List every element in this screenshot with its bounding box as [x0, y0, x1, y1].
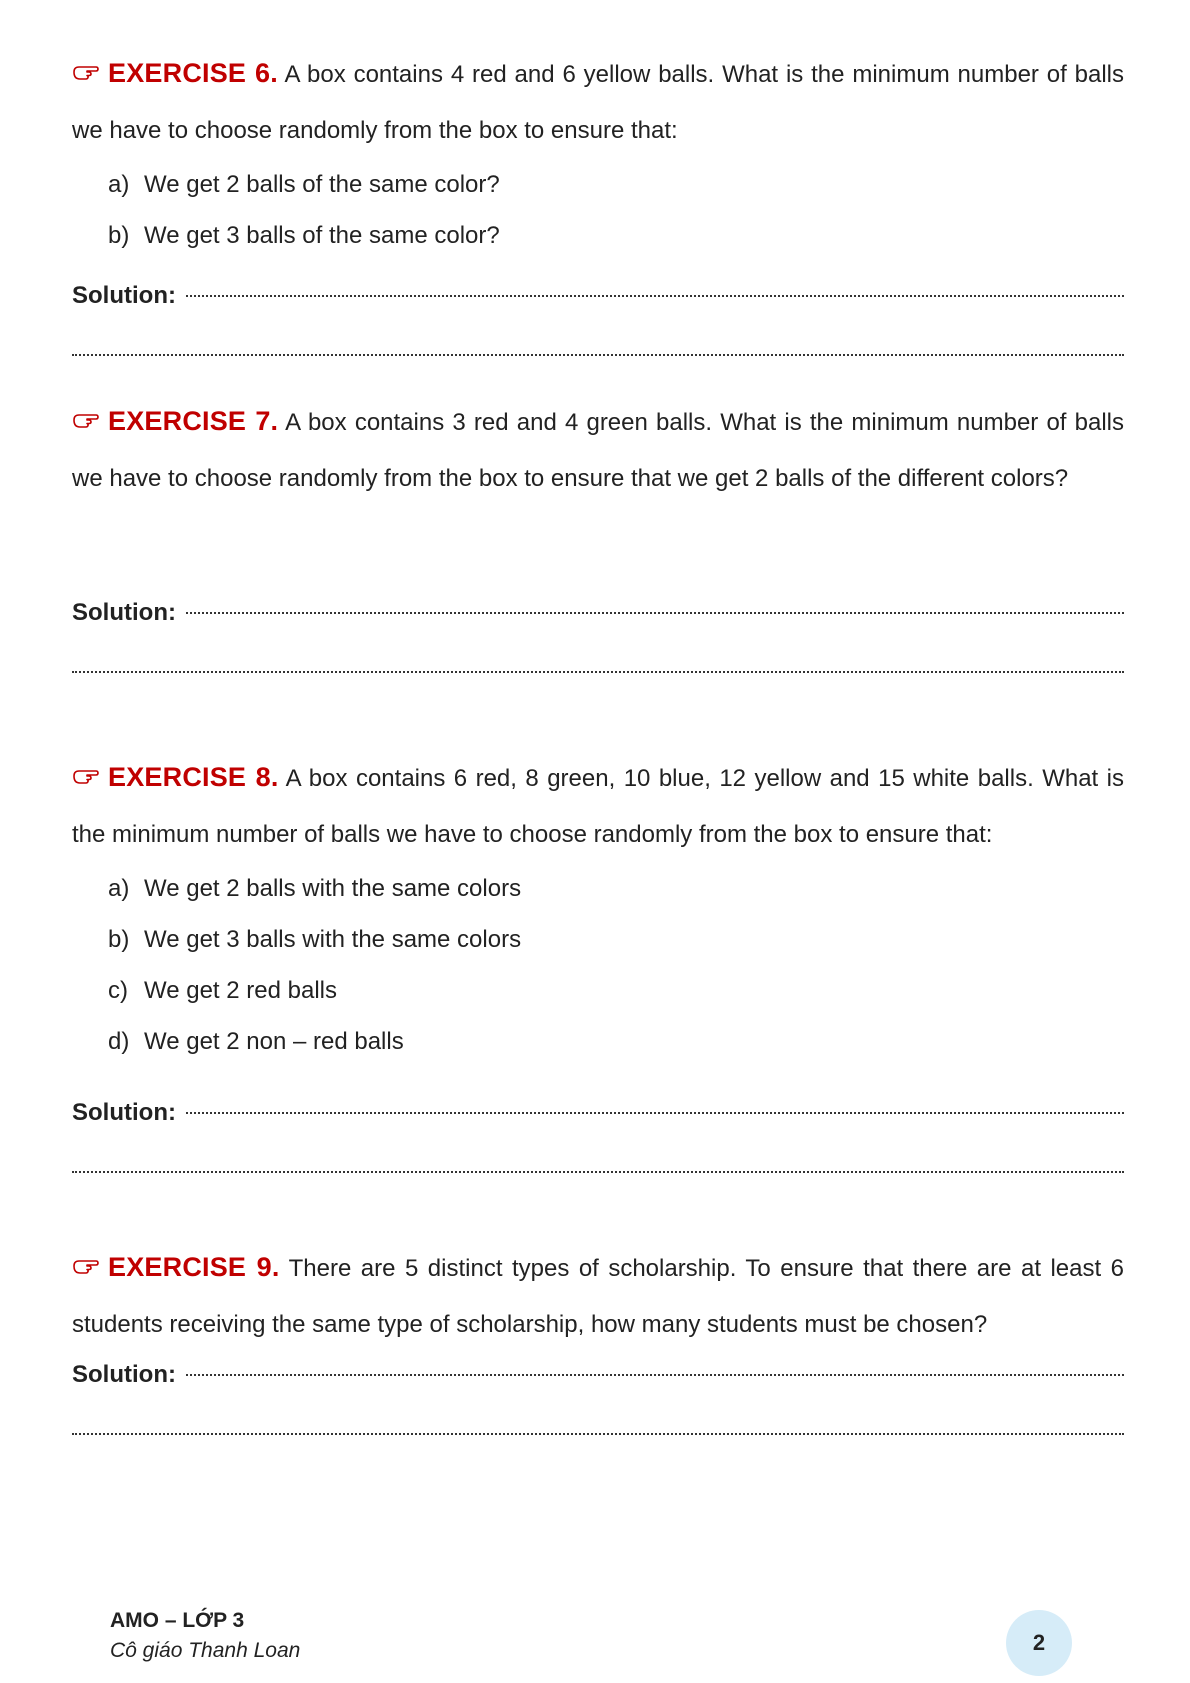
page-footer [110, 1606, 300, 1666]
solution-label: Solution: [72, 1361, 176, 1388]
exercise-8-prompt [72, 749, 1124, 863]
exercise-9-text: There are 5 distinct types of scholarship. To ensure that there are at least 6 students receiving the same type of scholarship, how many students must be chosen? [72, 1255, 1124, 1338]
list-item [72, 965, 1124, 1016]
exercise-6-prompt [72, 45, 1124, 159]
item-mark: a) [108, 171, 130, 198]
item-text: We get 2 balls of the same color? [144, 171, 500, 198]
exercise-6-solution [72, 268, 1124, 380]
answer-dotted-line[interactable] [72, 641, 1124, 697]
item-text: We get 3 balls of the same color? [144, 222, 500, 249]
list-item [72, 159, 1124, 210]
exercise-8-text: A box contains 6 red, 8 green, 10 blue, 12 yellow and 15 white balls. What is the minimum number of balls we have to choose randomly from the box to ensure that: [72, 765, 1124, 848]
exercise-7 [72, 393, 1124, 507]
pointing-hand-icon [72, 410, 100, 430]
exercise-7-text: A box contains 3 red and 4 green balls. What is the minimum number of balls we have to choose randomly from the box to ensure that we get 2 balls of the different colors? [72, 409, 1125, 492]
list-item [72, 863, 1124, 914]
list-item [72, 1016, 1124, 1067]
solution-line [72, 1347, 1124, 1403]
solution-line [72, 1085, 1124, 1141]
footer-school: AMO – LỚP 3 [110, 1609, 245, 1632]
solution-label: Solution: [72, 282, 176, 309]
pointing-hand-icon [72, 62, 100, 82]
exercise-8-items [72, 863, 1124, 1067]
solution-label: Solution: [72, 1099, 176, 1126]
exercise-8 [72, 749, 1124, 1067]
item-text: We get 3 balls with the same colors [144, 926, 522, 953]
footer-teacher: Cô giáo Thanh Loan [110, 1639, 301, 1662]
exercise-8-label: EXERCISE 8. [108, 762, 279, 792]
item-text: We get 2 red balls [144, 977, 337, 1004]
page-number-badge [1006, 1610, 1072, 1676]
solution-label: Solution: [72, 599, 176, 626]
pointing-hand-icon [72, 766, 100, 786]
exercise-6-label: EXERCISE 6. [108, 58, 278, 88]
answer-dotted-line[interactable] [186, 295, 1124, 297]
exercise-6-items [72, 159, 1124, 261]
answer-dotted-line[interactable] [186, 612, 1124, 614]
exercise-8-solution [72, 1085, 1124, 1197]
page-number: 2 [1032, 1630, 1046, 1655]
exercise-9 [72, 1239, 1124, 1353]
exercise-7-prompt [72, 393, 1124, 507]
list-item [72, 914, 1124, 965]
exercise-7-label: EXERCISE 7. [108, 406, 279, 436]
list-item [72, 210, 1124, 261]
exercise-6 [72, 45, 1124, 261]
item-text: We get 2 balls with the same colors [144, 875, 522, 902]
solution-line [72, 585, 1124, 641]
item-mark: b) [108, 222, 130, 249]
item-mark: b) [108, 926, 130, 953]
item-mark: c) [108, 977, 128, 1004]
solution-line [72, 268, 1124, 324]
exercise-7-solution [72, 585, 1124, 697]
answer-dotted-line[interactable] [186, 1374, 1124, 1376]
exercise-9-prompt [72, 1239, 1124, 1353]
exercise-9-solution [72, 1347, 1124, 1459]
answer-dotted-line[interactable] [72, 1403, 1124, 1459]
answer-dotted-line[interactable] [72, 1141, 1124, 1197]
pointing-hand-icon [72, 1256, 100, 1276]
exercise-6-text: A box contains 4 red and 6 yellow balls. What is the minimum number of balls we have to choose randomly from the box to ensure that: [72, 61, 1124, 144]
item-mark: a) [108, 875, 130, 902]
item-mark: d) [108, 1028, 130, 1055]
exercise-9-label: EXERCISE 9. [108, 1252, 280, 1282]
answer-dotted-line[interactable] [72, 324, 1124, 380]
item-text: We get 2 non – red balls [144, 1028, 404, 1055]
answer-dotted-line[interactable] [186, 1112, 1124, 1114]
